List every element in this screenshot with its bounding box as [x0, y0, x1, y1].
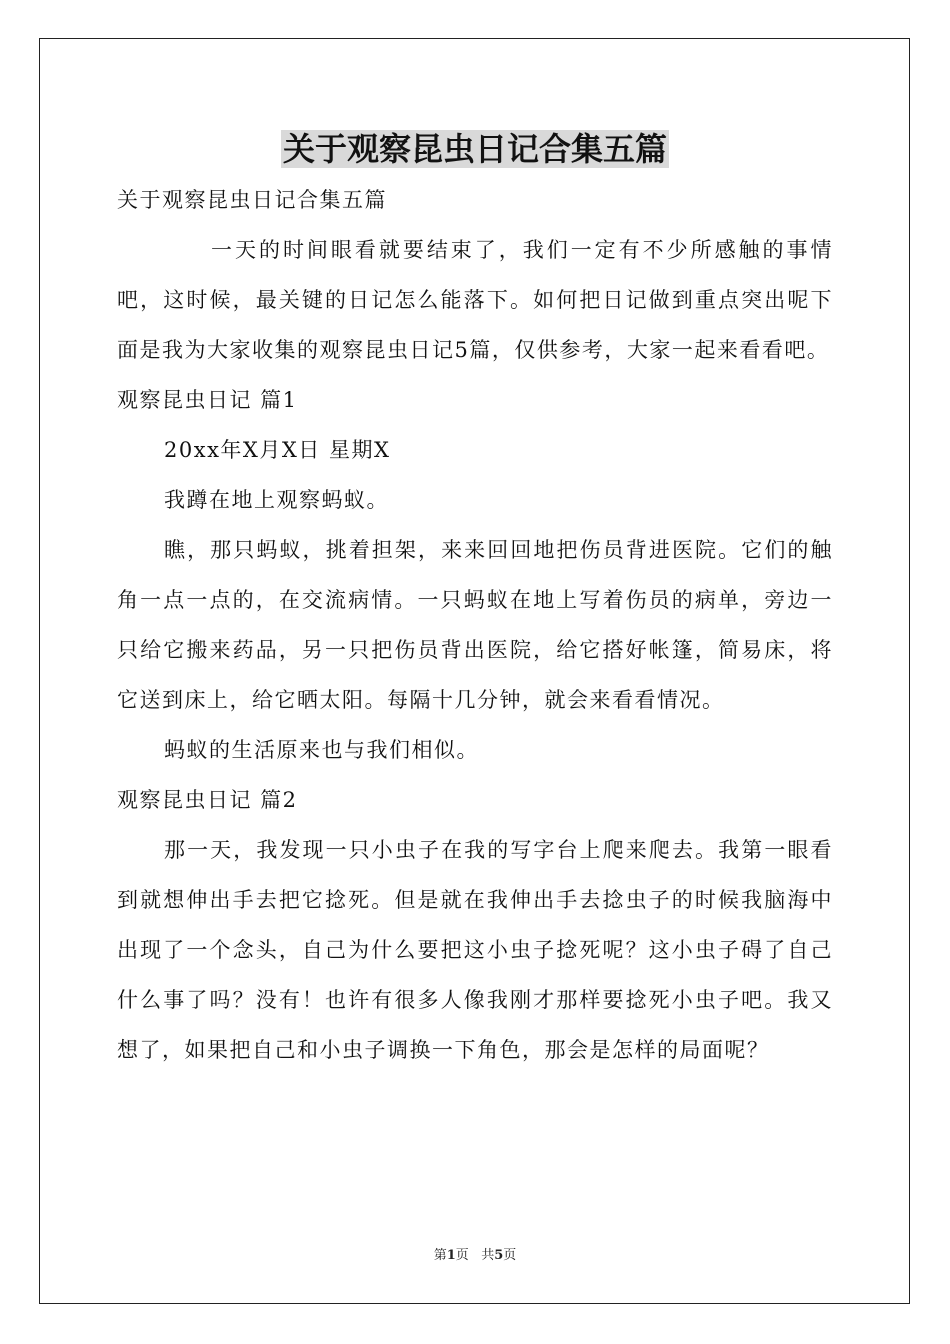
paragraph-ants-hospital: 瞧，那只蚂蚁，挑着担架，来来回回地把伤员背进医院。它们的触角一点一点的，在交流病情。一只蚂蚁在地上写着伤员的病单，旁边一只给它搬来药品，另一只把伤员背出医院，给它搭好帐篷，简易床，将它送到床上，给它晒太阳。每隔十几分钟，就会来看看情况。: [117, 538, 833, 712]
document-title-text: 关于观察昆虫日记合集五篇: [282, 130, 667, 168]
current-page-number: 1: [446, 1248, 456, 1263]
total-suffix: 页: [503, 1248, 517, 1263]
paragraph-ants-life: 蚂蚁的生活原来也与我们相似。: [164, 738, 479, 762]
section-heading-2: 观察昆虫日记 篇2: [117, 788, 298, 812]
page-suffix: 页: [455, 1248, 469, 1263]
intro-paragraph: 一天的时间眼看就要结束了，我们一定有不少所感触的事情吧，这时候，最关键的日记怎么能落下。如何把日记做到重点突出呢下面是我为大家收集的观察昆虫日记5篇，仅供参考，大家一起来看看吧。: [117, 238, 833, 362]
date-line: 20xx年X月X日 星期X: [164, 438, 391, 462]
document-title: [0, 125, 950, 173]
total-prefix: 共: [481, 1248, 495, 1263]
paragraph-ants-observe: 我蹲在地上观察蚂蚁。: [164, 488, 389, 512]
document-body: [117, 175, 833, 1075]
page-prefix: 第: [433, 1248, 447, 1263]
total-page-count: 5: [494, 1248, 504, 1263]
subtitle-line: 关于观察昆虫日记合集五篇: [117, 188, 387, 212]
page-footer: [0, 1247, 950, 1265]
paragraph-small-bug: 那一天，我发现一只小虫子在我的写字台上爬来爬去。我第一眼看到就想伸出手去把它捻死。但是就在我伸出手去捻虫子的时候我脑海中出现了一个念头，自己为什么要把这小虫子捻死呢？这小虫子碍了自己什么事了吗？没有！也许有很多人像我刚才那样要捻死小虫子吧。我又想了，如果把自己和小虫子调换一下角色，那会是怎样的局面呢？: [117, 838, 833, 1062]
section-heading-1: 观察昆虫日记 篇1: [117, 388, 298, 412]
